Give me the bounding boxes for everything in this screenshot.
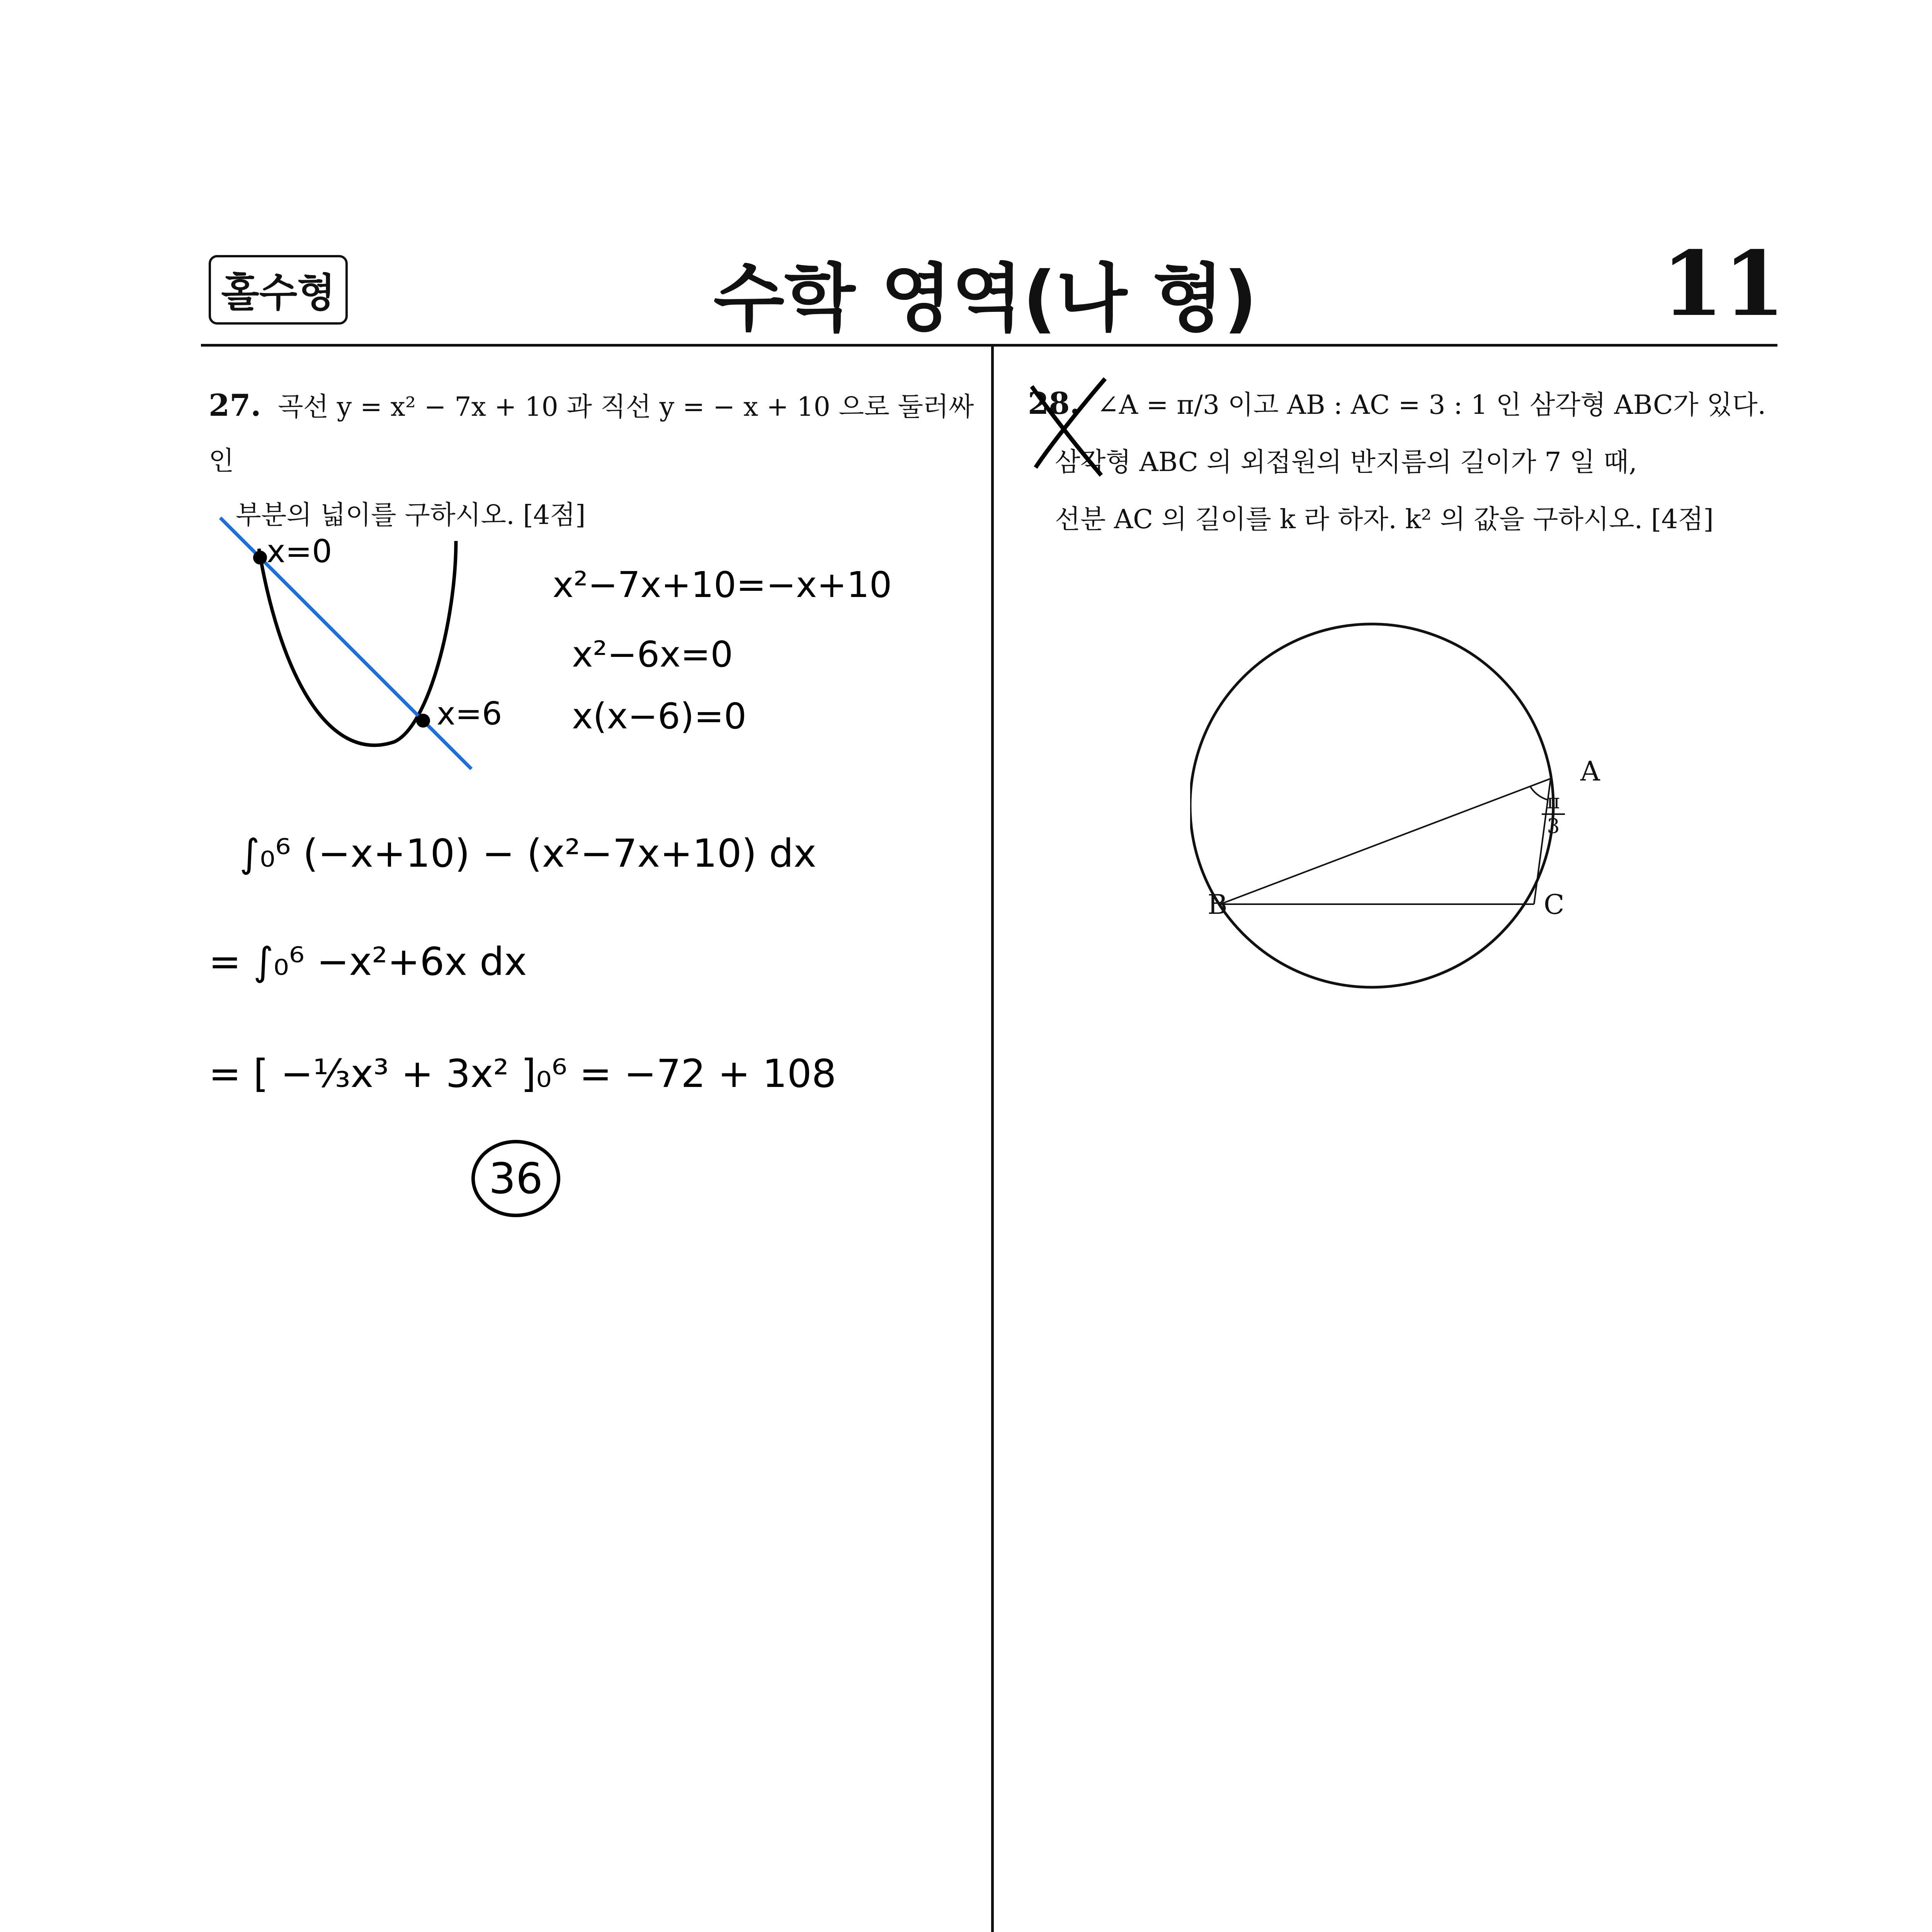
question-number: 28. bbox=[1028, 386, 1080, 421]
segment-ab bbox=[1220, 779, 1551, 904]
circumcircle bbox=[1190, 624, 1553, 987]
question-text-line: 부분의 넓이를 구하시오. [4점] bbox=[236, 500, 586, 531]
angle-label bbox=[1542, 790, 1565, 838]
work-equation: x²−7x+10=−x+10 bbox=[553, 564, 892, 605]
angle-denominator: 3 bbox=[1542, 813, 1565, 838]
question-text-line: 곡선 y = x² − 7x + 10 과 직선 y = − x + 10 으로 둘러싸인 bbox=[209, 392, 974, 476]
page-title: 수학 영역(나 형) bbox=[713, 256, 1257, 341]
cross-mark bbox=[1020, 371, 1113, 483]
circled-answer bbox=[471, 1140, 560, 1217]
question-text-line: ∠A = π/3 이고 AB : AC = 3 : 1 인 삼각형 ABC가 있다. bbox=[1097, 390, 1766, 420]
page-number: 11 bbox=[1662, 232, 1786, 336]
exam-type-badge: 홀수형 bbox=[209, 255, 348, 325]
column-divider bbox=[991, 347, 994, 1932]
vertex-label-a: A bbox=[1580, 755, 1600, 787]
label-x6: x=6 bbox=[437, 696, 502, 732]
question-number: 27. bbox=[209, 388, 261, 423]
intersection-point bbox=[416, 714, 430, 728]
label-x0: x=0 bbox=[267, 533, 332, 570]
vertex-label-b: B bbox=[1208, 889, 1228, 920]
parabola-sketch bbox=[209, 502, 518, 781]
angle-numerator: π bbox=[1546, 790, 1560, 813]
work-integral: = ∫₀⁶ −x²+6x dx bbox=[209, 939, 527, 984]
header-rule bbox=[201, 344, 1777, 347]
intersection-point bbox=[253, 551, 267, 565]
work-integral: ∫₀⁶ (−x+10) − (x²−7x+10) dx bbox=[240, 831, 816, 876]
answer-value: 36 bbox=[489, 1154, 543, 1203]
question-text-line: 삼각형 ABC 의 외접원의 반지름의 길이가 7 일 때, bbox=[1055, 447, 1637, 478]
work-equation: x²−6x=0 bbox=[572, 634, 733, 675]
question-28 bbox=[1028, 377, 1785, 547]
vertex-label-c: C bbox=[1544, 889, 1565, 920]
question-text-line: 선분 AC 의 길이를 k 라 하자. k² 의 값을 구하시오. [4점] bbox=[1055, 504, 1714, 535]
work-integral: = [ −⅓x³ + 3x² ]₀⁶ = −72 + 108 bbox=[209, 1051, 837, 1096]
work-equation: x(x−6)=0 bbox=[572, 696, 747, 737]
